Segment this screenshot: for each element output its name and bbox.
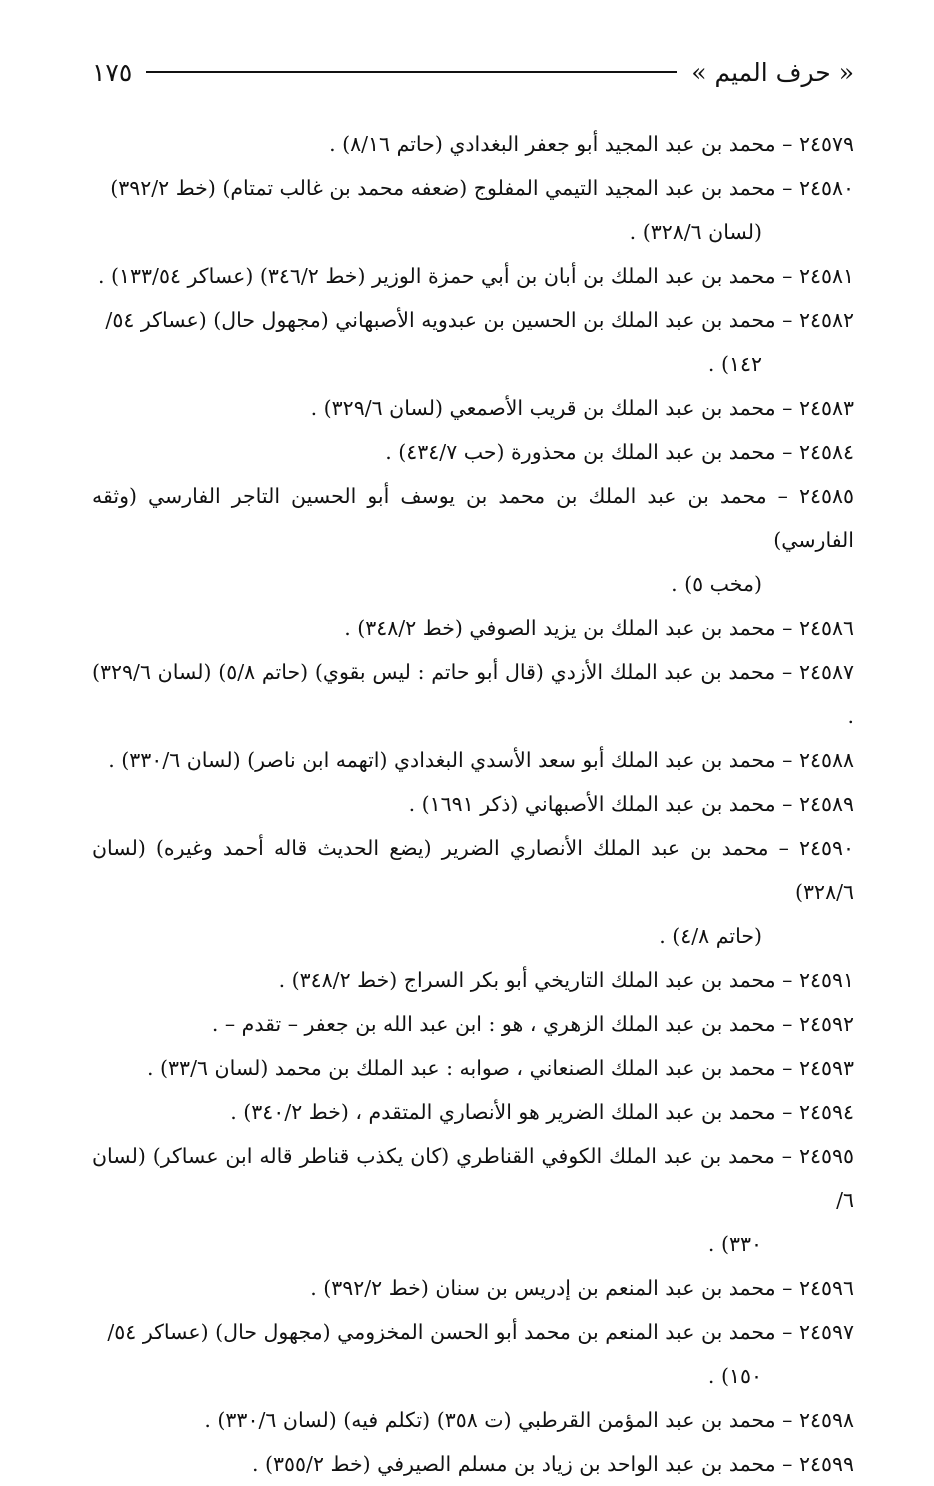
entry-number: ٢٤٥٩١ xyxy=(798,968,854,992)
entry-number: ٢٤٥٨٨ xyxy=(798,748,854,772)
biography-entry: ٢٤٥٩٣ – محمد بن عبد الملك الصنعاني ، صوابه : عبد الملك بن محمد (لسان ٣٣/٦) . xyxy=(147,1056,854,1080)
biography-entry: ٢٤٥٩٥ – محمد بن عبد الملك الكوفي القناطري (كان يكذب قناطر قاله ابن عساكر) (لسان ٦/ ٣٣٠) . xyxy=(92,1134,854,1266)
running-title: « حرف الميم » xyxy=(691,57,854,87)
entry-continuation: ١٤٢) . xyxy=(707,352,762,376)
entry-number: ٢٤٥٩٨ xyxy=(798,1408,854,1432)
biography-entry: ٢٤٥٩١ – محمد بن عبد الملك التاريخي أبو بكر السراج (خط ٣٤٨/٢) . xyxy=(278,968,854,992)
entry-number: ٢٤٥٩٦ xyxy=(798,1276,854,1300)
entry-text: محمد بن عبد الملك الأزدي (قال أبو حاتم : ليس بقوي) (حاتم ٥/٨) (لسان ٣٢٩/٦) . xyxy=(92,660,854,728)
entry-text: محمد بن عبد الملك التاريخي أبو بكر السراج (خط ٣٤٨/٢) . xyxy=(278,968,776,992)
entry-continuation: (مخب ٥) . xyxy=(671,572,762,596)
entry-text: محمد بن عبد الملك بن محذورة (حب ٤٣٤/٧) . xyxy=(385,440,776,464)
biography-entry: ٢٤٥٨٢ – محمد بن عبد الملك بن الحسين بن عبدويه الأصبهاني (مجهول حال) (عساكر ٥٤/ ١٤٢) . xyxy=(92,298,854,386)
entry-continuation: (حاتم ٤/٨) . xyxy=(659,924,762,948)
entry-number: ٢٤٥٧٩ xyxy=(798,132,854,156)
biography-entry: ٢٤٥٧٩ – محمد بن عبد المجيد أبو جعفر البغدادي (حاتم ٨/١٦) . xyxy=(329,132,854,156)
entry-text: محمد بن عبد المنعم بن إدريس بن سنان (خط ٣٩٢/٢) . xyxy=(310,1276,776,1300)
entry-number: ٢٤٥٨٩ xyxy=(798,792,854,816)
entry-text: محمد بن عبد الملك الصنعاني ، صوابه : عبد الملك بن محمد (لسان ٣٣/٦) . xyxy=(147,1056,776,1080)
entry-number: ٢٤٥٨١ xyxy=(798,264,854,288)
entry-number: ٢٤٥٩٠ xyxy=(798,836,854,860)
entry-number: ٢٤٥٩٣ xyxy=(798,1056,854,1080)
entry-number: ٢٤٥٨٤ xyxy=(798,440,854,464)
entry-text: محمد بن عبد الملك بن أبان بن أبي حمزة الوزير (خط ٣٤٦/٢) (عساكر ١٣٣/٥٤) . xyxy=(97,264,776,288)
entry-text: محمد بن عبد المجيد التيمي المفلوج (ضعفه محمد بن غالب تمتام) (خط ٣٩٢/٢) xyxy=(110,176,776,200)
entry-text: محمد بن عبد المنعم بن محمد أبو الحسن المخزومي (مجهول حال) (عساكر ٥٤/ xyxy=(107,1320,776,1344)
header-rule xyxy=(146,71,677,73)
page-number: ١٧٥ xyxy=(92,57,133,87)
biography-entry: ٢٤٥٩٠ – محمد بن عبد الملك الأنصاري الضرير (يضع الحديث قاله أحمد وغيره) (لسان ٣٢٨/٦) (حاتم ٤/٨) . xyxy=(92,826,854,958)
entry-text: محمد بن عبد الملك بن يزيد الصوفي (خط ٣٤٨/٢) . xyxy=(344,616,776,640)
entry-number: ٢٤٥٩٧ xyxy=(798,1320,854,1344)
entry-text: محمد بن عبد المجيد أبو جعفر البغدادي (حاتم ٨/١٦) . xyxy=(329,132,776,156)
biography-entry: ٢٤٥٨٣ – محمد بن عبد الملك بن قريب الأصمعي (لسان ٣٢٩/٦) . xyxy=(310,396,854,420)
entry-text: محمد بن عبد الملك بن محمد بن يوسف أبو الحسين التاجر الفارسي (وثقه الفارسي) xyxy=(92,484,854,552)
entry-text: محمد بن عبد الواحد بن زياد بن مسلم الصيرفي (خط ٣٥٥/٢) . xyxy=(251,1452,776,1476)
biography-entry: ٢٤٥٩٩ – محمد بن عبد الواحد بن زياد بن مسلم الصيرفي (خط ٣٥٥/٢) . xyxy=(251,1452,854,1476)
biography-entry: ٢٤٥٩٢ – محمد بن عبد الملك الزهري ، هو : ابن عبد الله بن جعفر – تقدم – . xyxy=(211,1012,854,1036)
entry-number: ٢٤٥٨٣ xyxy=(798,396,854,420)
entry-number: ٢٤٥٨٧ xyxy=(798,660,854,684)
entry-continuation: ٣٣٠) . xyxy=(707,1232,762,1256)
biography-entry: ٢٤٥٨٧ – محمد بن عبد الملك الأزدي (قال أبو حاتم : ليس بقوي) (حاتم ٥/٨) (لسان ٣٢٩/٦) . xyxy=(92,660,854,728)
entry-number: ٢٤٥٩٥ xyxy=(798,1144,854,1168)
entry-text: محمد بن عبد الملك الضرير هو الأنصاري المتقدم ، (خط ٣٤٠/٢) . xyxy=(230,1100,776,1124)
entry-continuation: (لسان ٣٢٨/٦) . xyxy=(629,220,762,244)
entry-text: محمد بن عبد الملك بن قريب الأصمعي (لسان ٣٢٩/٦) . xyxy=(310,396,776,420)
entry-text: محمد بن عبد الملك بن الحسين بن عبدويه الأصبهاني (مجهول حال) (عساكر ٥٤/ xyxy=(105,308,776,332)
entry-number: ٢٤٥٩٢ xyxy=(798,1012,854,1036)
entry-text: محمد بن عبد الملك الكوفي القناطري (كان يكذب قناطر قاله ابن عساكر) (لسان ٦/ xyxy=(92,1144,854,1212)
entry-number: ٢٤٥٨٠ xyxy=(798,176,854,200)
biography-entry: ٢٤٥٩٧ – محمد بن عبد المنعم بن محمد أبو الحسن المخزومي (مجهول حال) (عساكر ٥٤/ ١٥٠) . xyxy=(92,1310,854,1398)
entry-text: محمد بن عبد الملك الأنصاري الضرير (يضع الحديث قاله أحمد وغيره) (لسان ٣٢٨/٦) xyxy=(92,836,854,904)
biography-entry: ٢٤٥٨٠ – محمد بن عبد المجيد التيمي المفلوج (ضعفه محمد بن غالب تمتام) (خط ٣٩٢/٢) (لسان ٣٢٨/٦) . xyxy=(92,166,854,254)
page-header xyxy=(92,52,854,92)
biography-entry: ٢٤٥٩٦ – محمد بن عبد المنعم بن إدريس بن سنان (خط ٣٩٢/٢) . xyxy=(310,1276,854,1300)
biography-entry: ٢٤٥٩٤ – محمد بن عبد الملك الضرير هو الأنصاري المتقدم ، (خط ٣٤٠/٢) . xyxy=(230,1100,854,1124)
entry-number: ٢٤٥٨٢ xyxy=(798,308,854,332)
entry-list xyxy=(92,122,854,1486)
entry-number: ٢٤٥٩٤ xyxy=(798,1100,854,1124)
biography-entry: ٢٤٥٨٨ – محمد بن عبد الملك أبو سعد الأسدي البغدادي (اتهمه ابن ناصر) (لسان ٣٣٠/٦) . xyxy=(108,748,854,772)
entry-continuation: ١٥٠) . xyxy=(707,1364,762,1388)
entry-number: ٢٤٥٩٩ xyxy=(798,1452,854,1476)
entry-text: محمد بن عبد الملك أبو سعد الأسدي البغدادي (اتهمه ابن ناصر) (لسان ٣٣٠/٦) . xyxy=(108,748,776,772)
biography-entry: ٢٤٥٩٨ – محمد بن عبد المؤمن القرطبي (ت ٣٥٨) (تكلم فيه) (لسان ٣٣٠/٦) . xyxy=(204,1408,854,1432)
biography-entry: ٢٤٥٨٤ – محمد بن عبد الملك بن محذورة (حب ٤٣٤/٧) . xyxy=(385,440,854,464)
biography-entry: ٢٤٥٨٥ – محمد بن عبد الملك بن محمد بن يوسف أبو الحسين التاجر الفارسي (وثقه الفارسي) (مخب ٥) . xyxy=(92,474,854,606)
biography-entry: ٢٤٥٨٩ – محمد بن عبد الملك الأصبهاني (ذكر ١٦٩١) . xyxy=(408,792,854,816)
entry-text: محمد بن عبد الملك الأصبهاني (ذكر ١٦٩١) . xyxy=(408,792,776,816)
entry-number: ٢٤٥٨٥ xyxy=(798,484,854,508)
entry-text: محمد بن عبد الملك الزهري ، هو : ابن عبد الله بن جعفر – تقدم – . xyxy=(211,1012,776,1036)
entry-number: ٢٤٥٨٦ xyxy=(798,616,854,640)
biography-entry: ٢٤٥٨٦ – محمد بن عبد الملك بن يزيد الصوفي (خط ٣٤٨/٢) . xyxy=(344,616,854,640)
entry-text: محمد بن عبد المؤمن القرطبي (ت ٣٥٨) (تكلم فيه) (لسان ٣٣٠/٦) . xyxy=(204,1408,776,1432)
biography-entry: ٢٤٥٨١ – محمد بن عبد الملك بن أبان بن أبي حمزة الوزير (خط ٣٤٦/٢) (عساكر ١٣٣/٥٤) . xyxy=(97,264,854,288)
